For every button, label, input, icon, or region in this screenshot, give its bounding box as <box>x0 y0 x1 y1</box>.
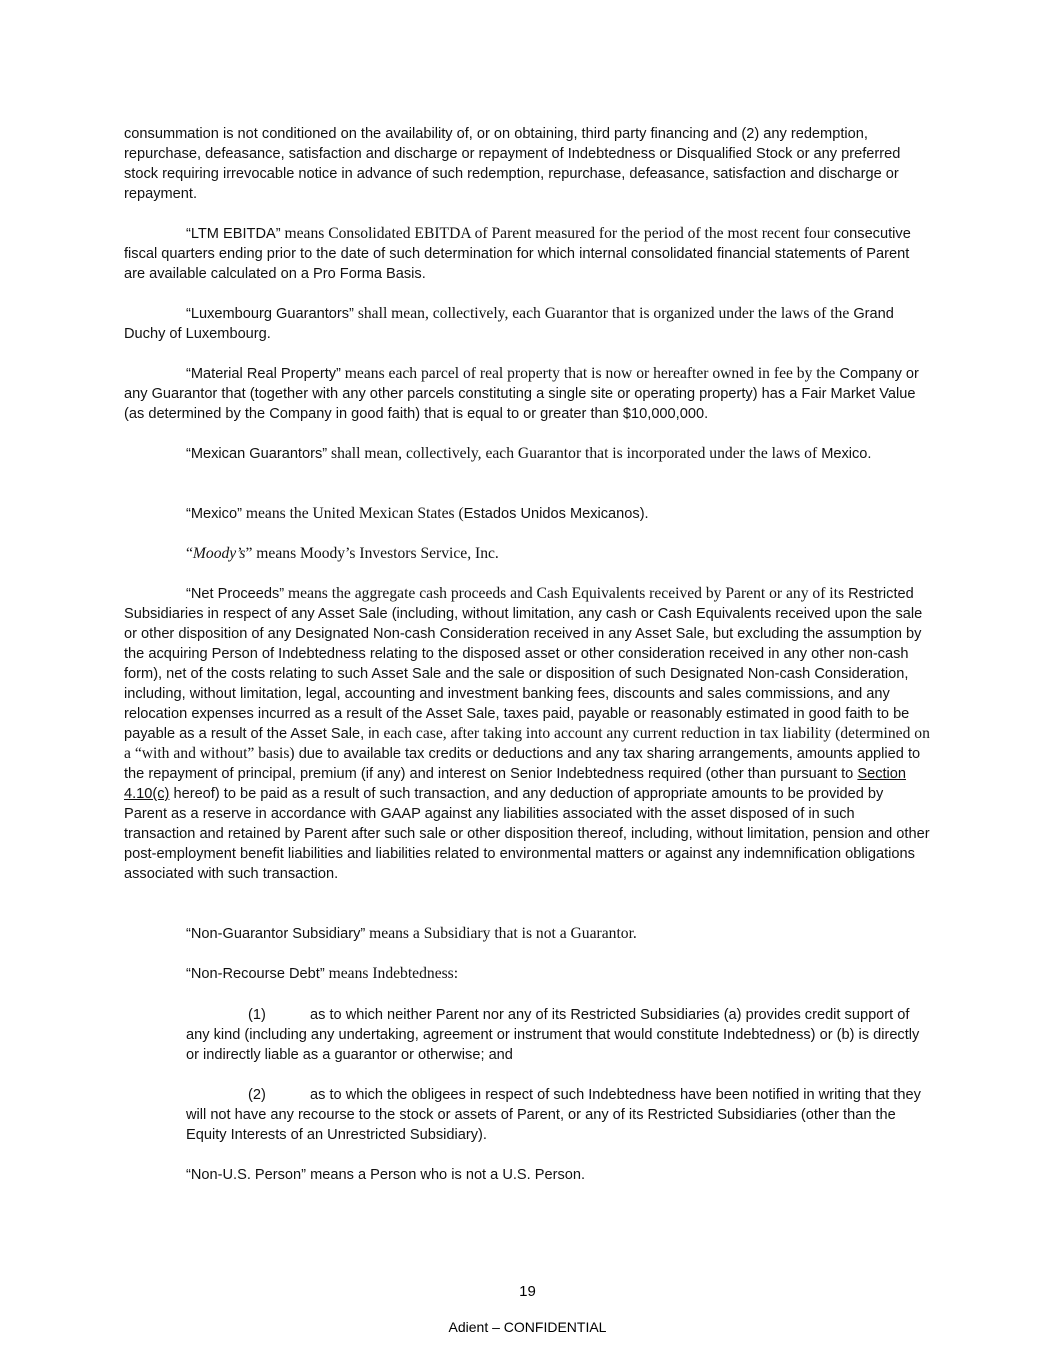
definition-text: Mexico. <box>817 446 872 462</box>
definition-ltm-ebitda <box>124 224 930 284</box>
clause-2 <box>186 1085 930 1145</box>
definition-material-real-property <box>124 364 930 424</box>
definition-net-proceeds <box>124 584 930 884</box>
definition-text: consecutive fiscal quarters ending prior to the date of such determination for which internal consolidated financial statements of Parent are available calculated on a Pro Forma Basis. <box>124 226 911 282</box>
definition-text: Estados Unidos Mexicanos). <box>463 506 649 522</box>
clause-number: (1) <box>248 1007 266 1023</box>
definition-moodys <box>124 544 930 564</box>
definition-lead: shall mean, collectively, each Guarantor that is organized under the laws of the <box>353 305 850 322</box>
definition-text: means Indebtedness: <box>324 965 459 982</box>
definition-text: Grand Duchy of Luxembourg. <box>124 306 894 342</box>
paragraph-continuation <box>124 124 930 204</box>
definition-text-serif: each case, after taking into account any current reduction in tax liability (determined on a “with and without” basis) <box>124 725 930 762</box>
definition-mexican-guarantors <box>124 444 930 464</box>
defined-term: “Luxembourg Guarantors” <box>186 306 354 322</box>
confidential-footer: Adient – CONFIDENTIAL <box>448 1319 607 1335</box>
definition-text: Restricted Subsidiaries in respect of any Asset Sale (including, without limitation, any cash or Cash Equivalents received upon the sale or other disposition of any Designated Non-cash Consideration received in any Asset Sale, but excluding the assumption by the acquiring Person of Indebtedness relating to the disposed asset or other consideration received in any other non-cash form), net of the costs relating to such Asset Sale and the sale or disposition of such Designated Non-cash Consideration, including, without limitation, legal, accounting and investment banking fees, discounts and sales commissions, and any relocation expenses incurred as a result of the Asset Sale, taxes paid, payable or reasonably estimated in good faith to be payable as a result of the Asset Sale, in <box>124 586 923 742</box>
definition-text: “Non-U.S. Person” means a Person who is not a U.S. Person. <box>186 1167 586 1183</box>
defined-term: “Non-Guarantor Subsidiary” <box>186 926 366 942</box>
definition-mexico <box>124 504 930 524</box>
definition-lead: shall mean, collectively, each Guarantor that is incorporated under the laws of <box>327 445 818 462</box>
clause-text: as to which neither Parent nor any of its Restricted Subsidiaries (a) provides credit support of any kind (including any undertaking, agreement or instrument that would constitute Indebtedness) or (b) is directly or indirectly liable as a guarantor or otherwise; and <box>186 1007 920 1063</box>
definition-lead: means Consolidated EBITDA of Parent measured for the period of the most recent four <box>280 225 830 242</box>
definition-lead: means the United Mexican States ( <box>241 505 464 522</box>
section-reference-link[interactable]: Section 4.10(c) <box>124 766 907 802</box>
defined-term: “Material Real Property” <box>186 366 341 382</box>
clause-number: (2) <box>248 1087 266 1103</box>
clause-1 <box>186 1005 930 1065</box>
defined-term: “Net Proceeds” <box>186 586 285 602</box>
clause-text: as to which the obligees in respect of such Indebtedness have been notified in writing that they will not have any recourse to the stock or assets of Parent, or any of its Restricted Subsidiaries (other than the Equity Interests of an Unrestricted Subsidiary). <box>186 1087 921 1143</box>
defined-term: Moody’s <box>192 545 246 562</box>
definition-text: Company or any Guarantor that (together with any other parcels constituting a single site or operating property) has a Fair Market Value (as determined by the Company in good faith) that is equal to or greater than $10,000,000. <box>124 366 919 422</box>
definition-text: due to available tax credits or deductions and any tax sharing arrangements, amounts applied to the repayment of principal, premium (if any) and interest on Senior Indebtedness required (other than pursuant to <box>124 746 921 782</box>
defined-term: “LTM EBITDA” <box>186 226 281 242</box>
paragraph-text: consummation is not conditioned on the availability of, or on obtaining, third party financing and (2) any redemption, repurchase, defeasance, satisfaction and discharge or repayment of Indebtedness or Disqualified Stock or any preferred stock requiring irrevocable notice in advance of such redemption, repurchase, defeasance, satisfaction and discharge or repayment. <box>124 126 901 202</box>
page-number: 19 <box>519 1283 536 1300</box>
defined-term: “Mexico” <box>186 506 242 522</box>
definition-text: ” means Moody’s Investors Service, Inc. <box>245 545 499 562</box>
open-quote: “ <box>186 545 193 562</box>
definition-non-recourse-debt <box>124 964 930 984</box>
definition-lead: means the aggregate cash proceeds and Cash Equivalents received by Parent or any of its <box>284 585 845 602</box>
definition-lead: means each parcel of real property that is now or hereafter owned in fee by the <box>340 365 836 382</box>
definition-non-guarantor-subsidiary <box>124 924 930 944</box>
definition-non-us-person <box>124 1165 930 1185</box>
definition-text: means a Subsidiary that is not a Guarantor. <box>365 925 637 942</box>
defined-term: “Non-Recourse Debt” <box>186 966 325 982</box>
definition-text: hereof) to be paid as a result of such transaction, and any deduction of appropriate amounts to be provided by Parent as a reserve in accordance with GAAP against any liabilities associated with the asset disposed of in such transaction and retained by Parent after such sale or other disposition thereof, including, without limitation, pension and other post-employment benefit liabilities and liabilities related to environmental matters or against any indemnification obligations associated with such transaction. <box>124 786 930 882</box>
definition-luxembourg-guarantors <box>124 304 930 344</box>
defined-term: “Mexican Guarantors” <box>186 446 328 462</box>
